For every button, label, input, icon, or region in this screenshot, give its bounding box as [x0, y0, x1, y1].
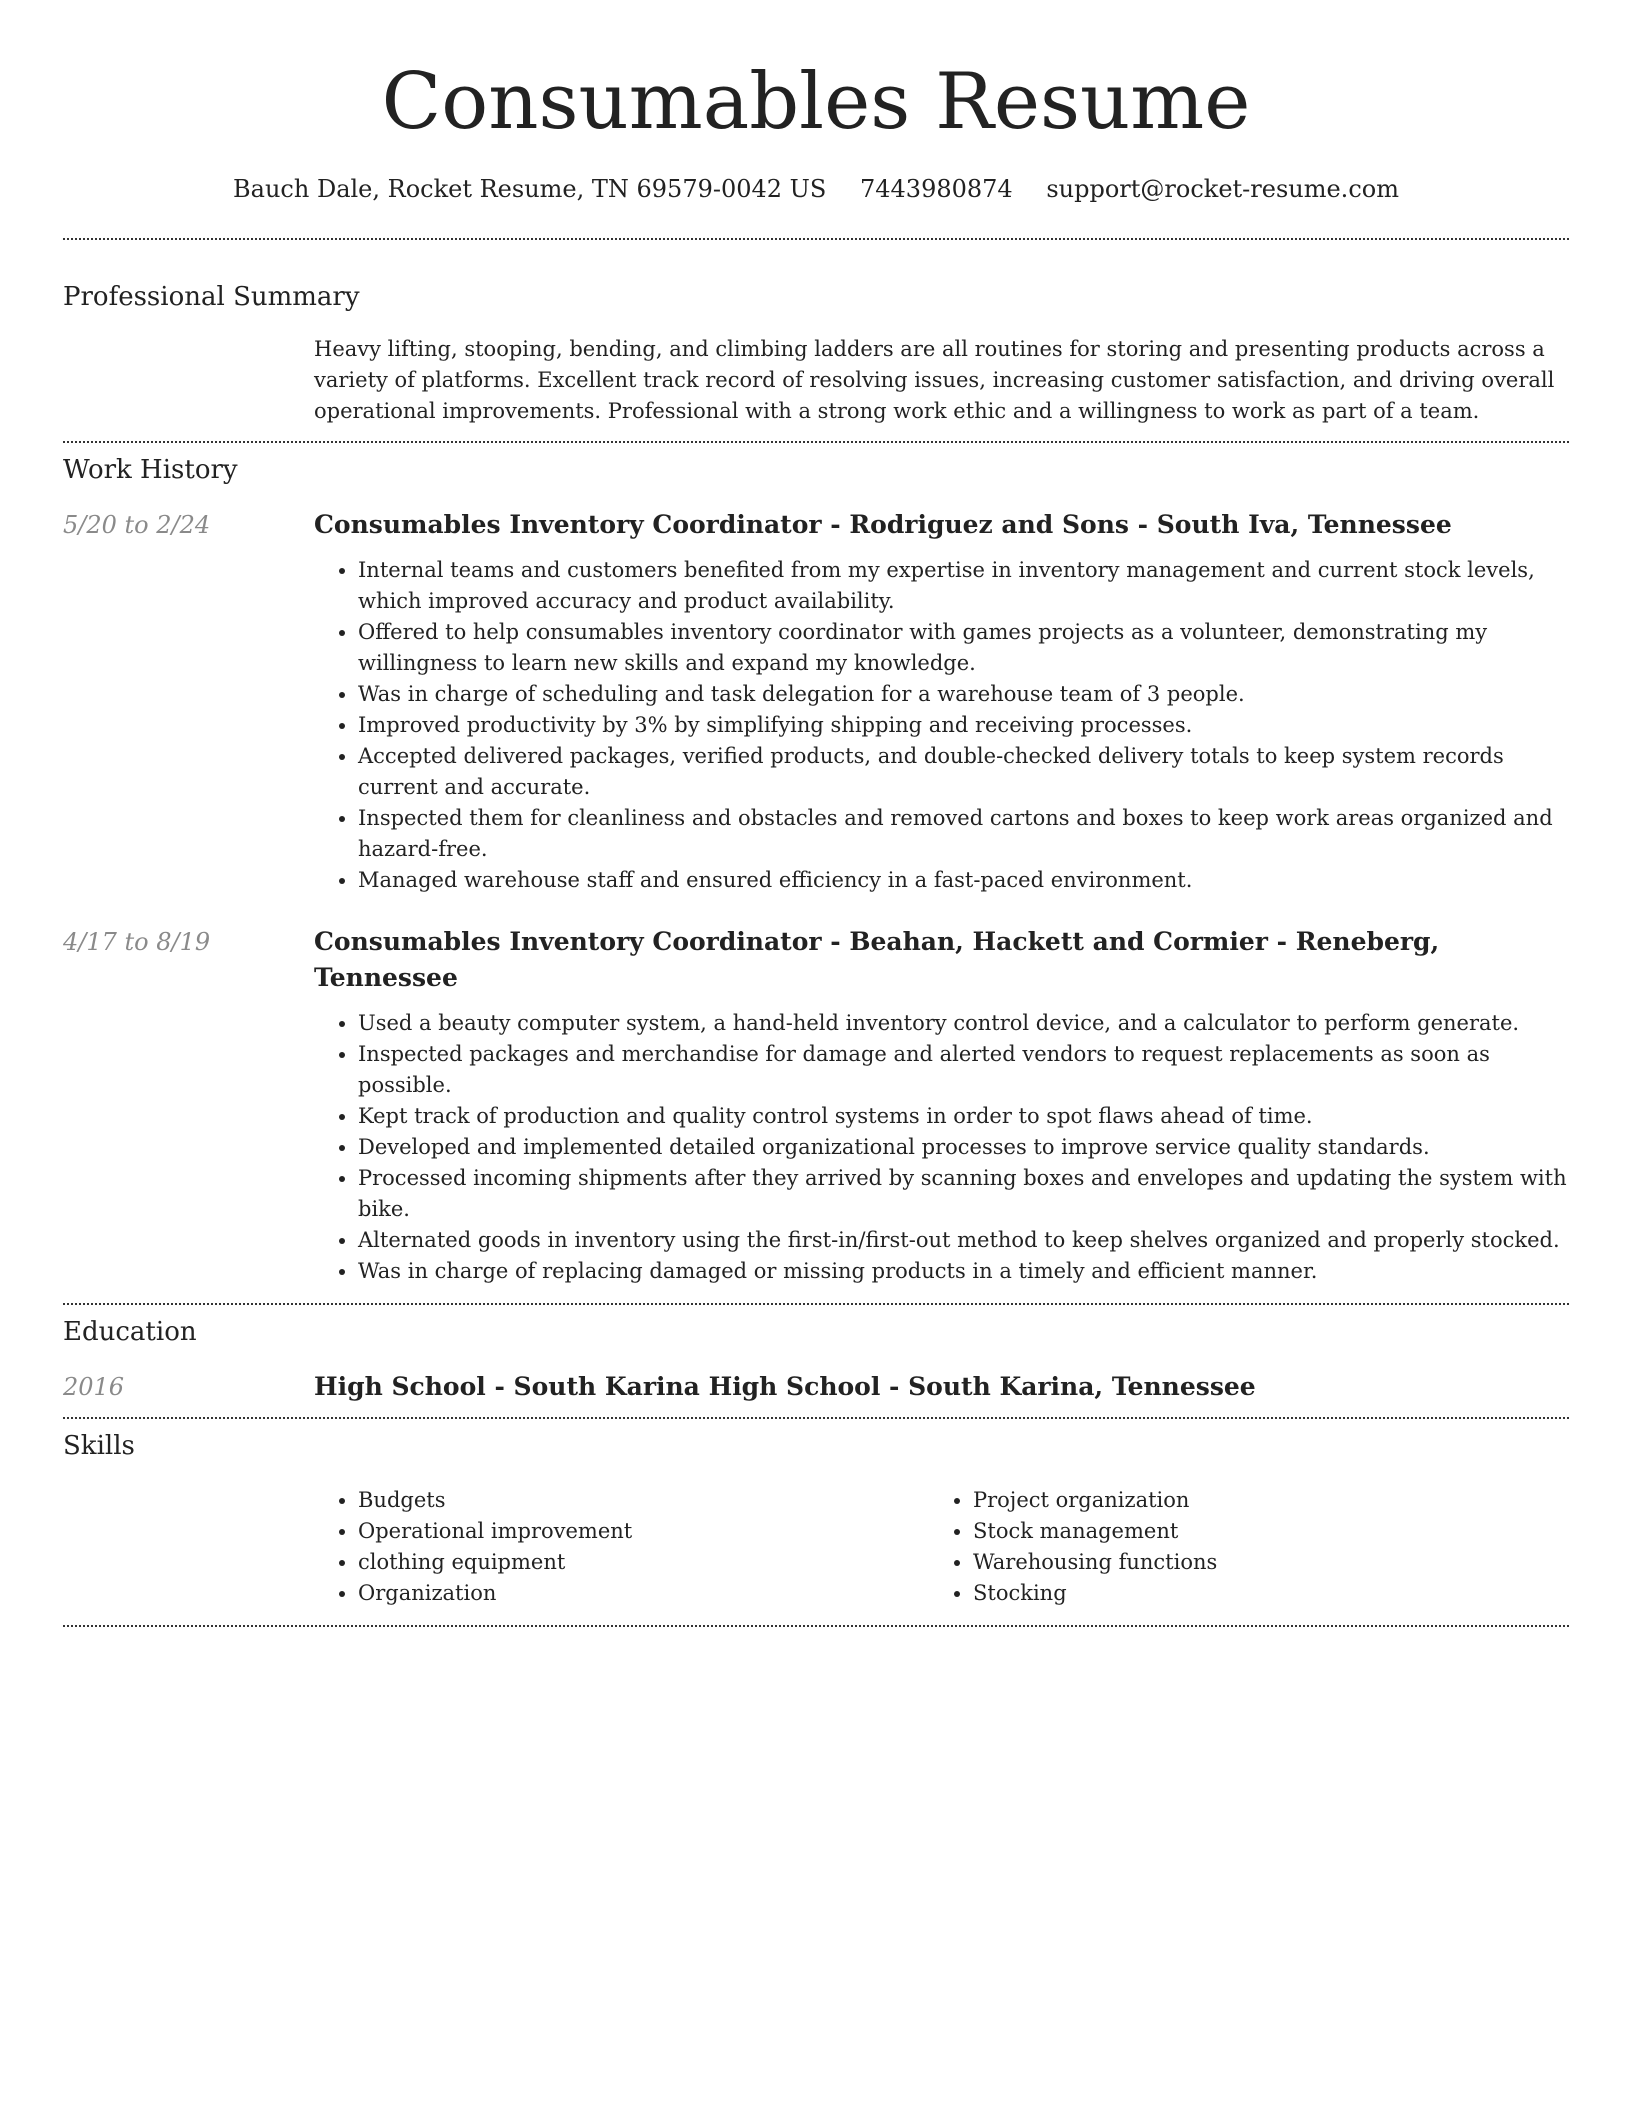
list-item: • Improved productivity by 3% by simplifying shipping and receiving processes. — [358, 710, 1569, 741]
skill-item: • Budgets — [358, 1485, 929, 1516]
contact-line — [63, 172, 1569, 206]
skill-item: • clothing equipment — [358, 1547, 929, 1578]
list-item: • Kept track of production and quality control systems in order to spot flaws ahead of time. — [358, 1101, 1569, 1132]
contact-address: Bauch Dale, Rocket Resume, TN 69579-0042 US — [233, 175, 827, 203]
education-body — [314, 1369, 1569, 1405]
skill-item: • Project organization — [973, 1485, 1544, 1516]
list-item: • Alternated goods in inventory using the first-in/first-out method to keep shelves organized and properly stocked. — [358, 1225, 1569, 1256]
list-item: • Managed warehouse staff and ensured efficiency in a fast-paced environment. — [358, 865, 1569, 896]
list-item: • Inspected packages and merchandise for damage and alerted vendors to request replacements as soon as possible. — [358, 1039, 1569, 1101]
job-bullet-list — [314, 555, 1569, 896]
list-item: • Inspected them for cleanliness and obstacles and removed cartons and boxes to keep work areas organized and hazard-free. — [358, 803, 1569, 865]
skills-column-right — [929, 1485, 1544, 1609]
section-divider — [63, 1417, 1569, 1419]
list-item: • Developed and implemented detailed organizational processes to improve service quality standards. — [358, 1132, 1569, 1163]
work-history-heading: Work History — [63, 455, 238, 485]
skills-heading: Skills — [63, 1431, 135, 1461]
education-entry — [63, 1369, 1569, 1405]
list-item: • Processed incoming shipments after they arrived by scanning boxes and envelopes and updating the system with bike. — [358, 1163, 1569, 1225]
section-divider — [63, 238, 1569, 240]
job-dates: 4/17 to 8/19 — [63, 928, 211, 956]
summary-text: Heavy lifting, stooping, bending, and climbing ladders are all routines for storing and presenting products across a variety of platforms. Excellent track record of resolving issues, increasing customer satisfaction, and driving overall operational improvements. Professional with a strong work ethic and a willingness to work as part of a team. — [314, 337, 1555, 423]
section-divider — [63, 1303, 1569, 1305]
job-dates: 5/20 to 2/24 — [63, 511, 211, 539]
skills-grid — [314, 1485, 1569, 1609]
contact-phone: 7443980874 — [860, 175, 1013, 203]
summary-heading: Professional Summary — [63, 282, 360, 312]
job-title: Consumables Inventory Coordinator - Beahan, Hackett and Cormier - Reneberg, Tennessee — [314, 927, 1440, 992]
list-item: • Internal teams and customers benefited from my expertise in inventory management and current stock levels, which improved accuracy and product availability. — [358, 555, 1569, 617]
section-divider — [63, 1625, 1569, 1627]
skill-item: • Operational improvement — [358, 1516, 929, 1547]
education-heading: Education — [63, 1317, 197, 1347]
skill-item: • Stock management — [973, 1516, 1544, 1547]
job-entry — [63, 924, 1569, 1287]
list-item: • Was in charge of scheduling and task delegation for a warehouse team of 3 people. — [358, 679, 1569, 710]
list-item: • Accepted delivered packages, verified products, and double-checked delivery totals to keep system records current and accurate. — [358, 741, 1569, 803]
job-body — [314, 507, 1569, 896]
skill-item: • Stocking — [973, 1578, 1544, 1609]
skill-item: • Organization — [358, 1578, 929, 1609]
resume-title: Consumables Resume — [381, 57, 1251, 147]
skill-item: • Warehousing functions — [973, 1547, 1544, 1578]
list-item: • Used a beauty computer system, a hand-held inventory control device, and a calculator to perform generate. — [358, 1008, 1569, 1039]
job-bullet-list — [314, 1008, 1569, 1287]
education-title: High School - South Karina High School - South Karina, Tennessee — [314, 1372, 1256, 1401]
section-divider — [63, 441, 1569, 443]
job-title: Consumables Inventory Coordinator - Rodriguez and Sons - South Iva, Tennessee — [314, 510, 1452, 539]
list-item: • Offered to help consumables inventory coordinator with games projects as a volunteer, demonstrating my willingness to learn new skills and expand my knowledge. — [358, 617, 1569, 679]
contact-email: support@rocket-resume.com — [1046, 175, 1399, 203]
skills-column-left — [314, 1485, 929, 1609]
job-entry — [63, 507, 1569, 896]
education-year: 2016 — [63, 1373, 125, 1401]
list-item: • Was in charge of replacing damaged or missing products in a timely and efficient manner. — [358, 1256, 1569, 1287]
job-body — [314, 924, 1569, 1287]
